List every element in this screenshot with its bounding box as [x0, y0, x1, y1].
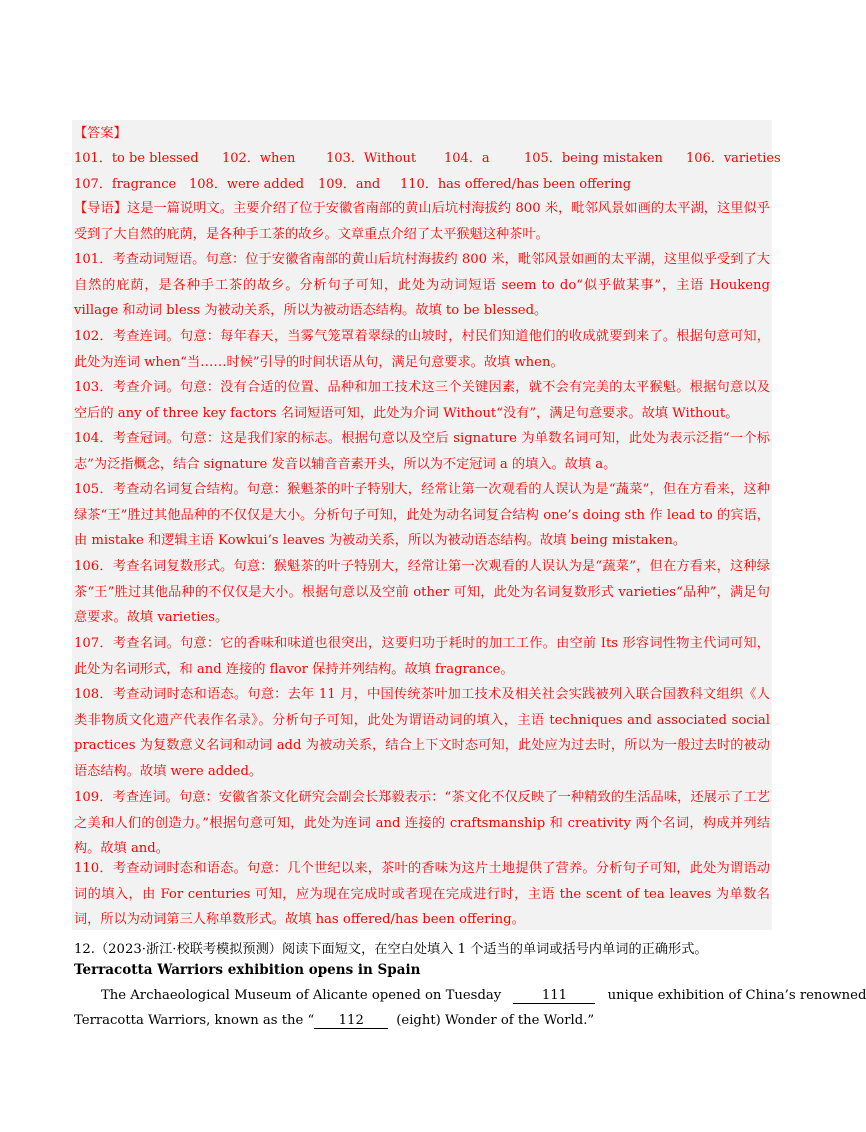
- passage-line-2-end: (eight) Wonder of the World.”: [396, 1013, 595, 1028]
- explanation-110: 110．考查动词时态和语态。句意：几个世纪以来，茶叶的香味为这片土地提供了营养。分析句子可知，此处为谓语动词的填入，由 For centuries 可知，应为现在完成时或者现在完成进行时，主语 the scent of tea leaves 为单数名词，所以为动词第三人称单数形式。故填 has offered/has been offering。: [74, 861, 770, 928]
- answer-110: 110．has offered/has been offering: [400, 177, 632, 192]
- answer-101: 101．to be blessed: [74, 151, 199, 166]
- explanation-102: 102．考查连词。句意：每年春天，当雾气笼罩着翠绿的山坡时，村民们知道他们的收成就要到来了。根据句意可知，此处为连词 when“当……时候”引导的时间状语从句，满足句意要求。故填 when。: [74, 329, 770, 370]
- explanation-105: 105．考查动名词复合结构。句意：猴魁茶的叶子特别大，经常让第一次观看的人误认为是“蔬菜”，但在方看来，这种绿茶“王”胜过其他品种的不仅仅是大小。分析句子可知，此处为动名词复合结构 one’s doing sth 作 lead to 的宾语，由 mistake 和逻辑主语 Kowkui’s leaves 为被动关系，所以为被动语态结构。故填 being mistaken。: [74, 482, 770, 549]
- explanation-106: 106．考查名词复数形式。句意：猴魁茶的叶子特别大，经常让第一次观看的人误认为是“蔬菜”，但在方看来，这种绿茶“王”胜过其他品种的不仅仅是大小。根据句意以及空前 other 可知，此处为名词复数形式 varieties“品种”，满足句意要求。故填 varieties。: [74, 559, 770, 626]
- guide-text: 【导语】这是一篇说明文。主要介绍了位于安徽省南部的黄山后坑村海拔约 800 米，毗邻风景如画的太平湖，这里似乎受到了大自然的庇荫，是各种手工茶的故乡。文章重点介绍了太平猴魁这种茶叶。: [74, 201, 770, 242]
- question-header: 12.（2023·浙江·校联考模拟预测）阅读下面短文，在空白处填入 1 个适当的单词或括号内单词的正确形式。: [74, 942, 708, 957]
- answer-107: 107．fragrance: [74, 177, 177, 192]
- answer-104: 104．a: [444, 151, 490, 166]
- passage-line-2-start: Terracotta Warriors, known as the “: [74, 1013, 315, 1028]
- explanation-108: 108．考查动词时态和语态。句意：去年 11 月，中国传统茶叶加工技术及相关社会实践被列入联合国教科文组织《人类非物质文化遗产代表作名录》。分析句子可知，此处为谓语动词的填入，主语 techniques and associated social practices 为复数意义名词和动词 add 为被动关系，结合上下文时态可知，此处应为过去时，所以为一般过去时的被动语态结构。故填 were added。: [74, 687, 770, 779]
- passage-line-1-end: unique exhibition of China’s renowned: [607, 988, 866, 1003]
- explanation-104: 104．考查冠词。句意：这是我们家的标志。根据句意以及空后 signature 为单数名词可知，此处为表示泛指“一个标志”为泛指概念，结合 signature 发音以辅音音素开头，所以为不定冠词 a 的填入。故填 a。: [74, 431, 770, 472]
- explanation-107: 107．考查名词。句意：它的香味和味道也很突出，这要归功于耗时的加工工作。由空前 Its 形容词性物主代词可知，此处为名词形式，和 and 连接的 flavor 保持并列结构。故填 fragrance。: [74, 636, 770, 677]
- blank-111[interactable]: 111: [513, 988, 595, 1004]
- passage-line-1-start: The Archaeological Museum of Alicante opened on Tuesday: [101, 988, 502, 1003]
- answer-105: 105．being mistaken: [524, 151, 663, 166]
- answer-103: 103．Without: [326, 151, 417, 166]
- answer-102: 102．when: [222, 151, 296, 166]
- answer-106: 106．varieties: [686, 151, 781, 166]
- answer-label: 【答案】: [74, 126, 127, 141]
- explanation-103: 103．考查介词。句意：没有合适的位置、品种和加工技术这三个关键因素，就不会有完美的太平猴魁。根据句意以及空后的 any of three key factors 名词短语可知，此处为介词 Without“没有”，满足句意要求。故填 Without。: [74, 380, 770, 421]
- explanation-101: 101．考查动词短语。句意：位于安徽省南部的黄山后坑村海拔约 800 米，毗邻风景如画的太平湖，这里似乎受到了大自然的庇荫，是各种手工茶的故乡。分析句子可知，此处为动词短语 seem to do“似乎做某事”，主语 Houkeng village 和动词 bless 为被动关系，所以为被动语态结构。故填 to be blessed。: [74, 252, 770, 319]
- blank-112[interactable]: 112: [314, 1013, 388, 1029]
- answer-109: 109．and: [318, 177, 381, 192]
- passage-title: Terracotta Warriors exhibition opens in Spain: [74, 962, 421, 978]
- passage-line-2: [74, 1013, 594, 1029]
- passage-line-1: [101, 988, 866, 1004]
- answer-108: 108．were added: [189, 177, 305, 192]
- explanation-109: 109．考查连词。句意：安徽省茶文化研究会副会长郑毅表示：“茶文化不仅反映了一种精致的生活品味，还展示了工艺之美和人们的创造力。”根据句意可知，此处为连词 and 连接的 craftsmanship 和 creativity 两个名词，构成并列结构。故填 and。: [74, 790, 770, 857]
